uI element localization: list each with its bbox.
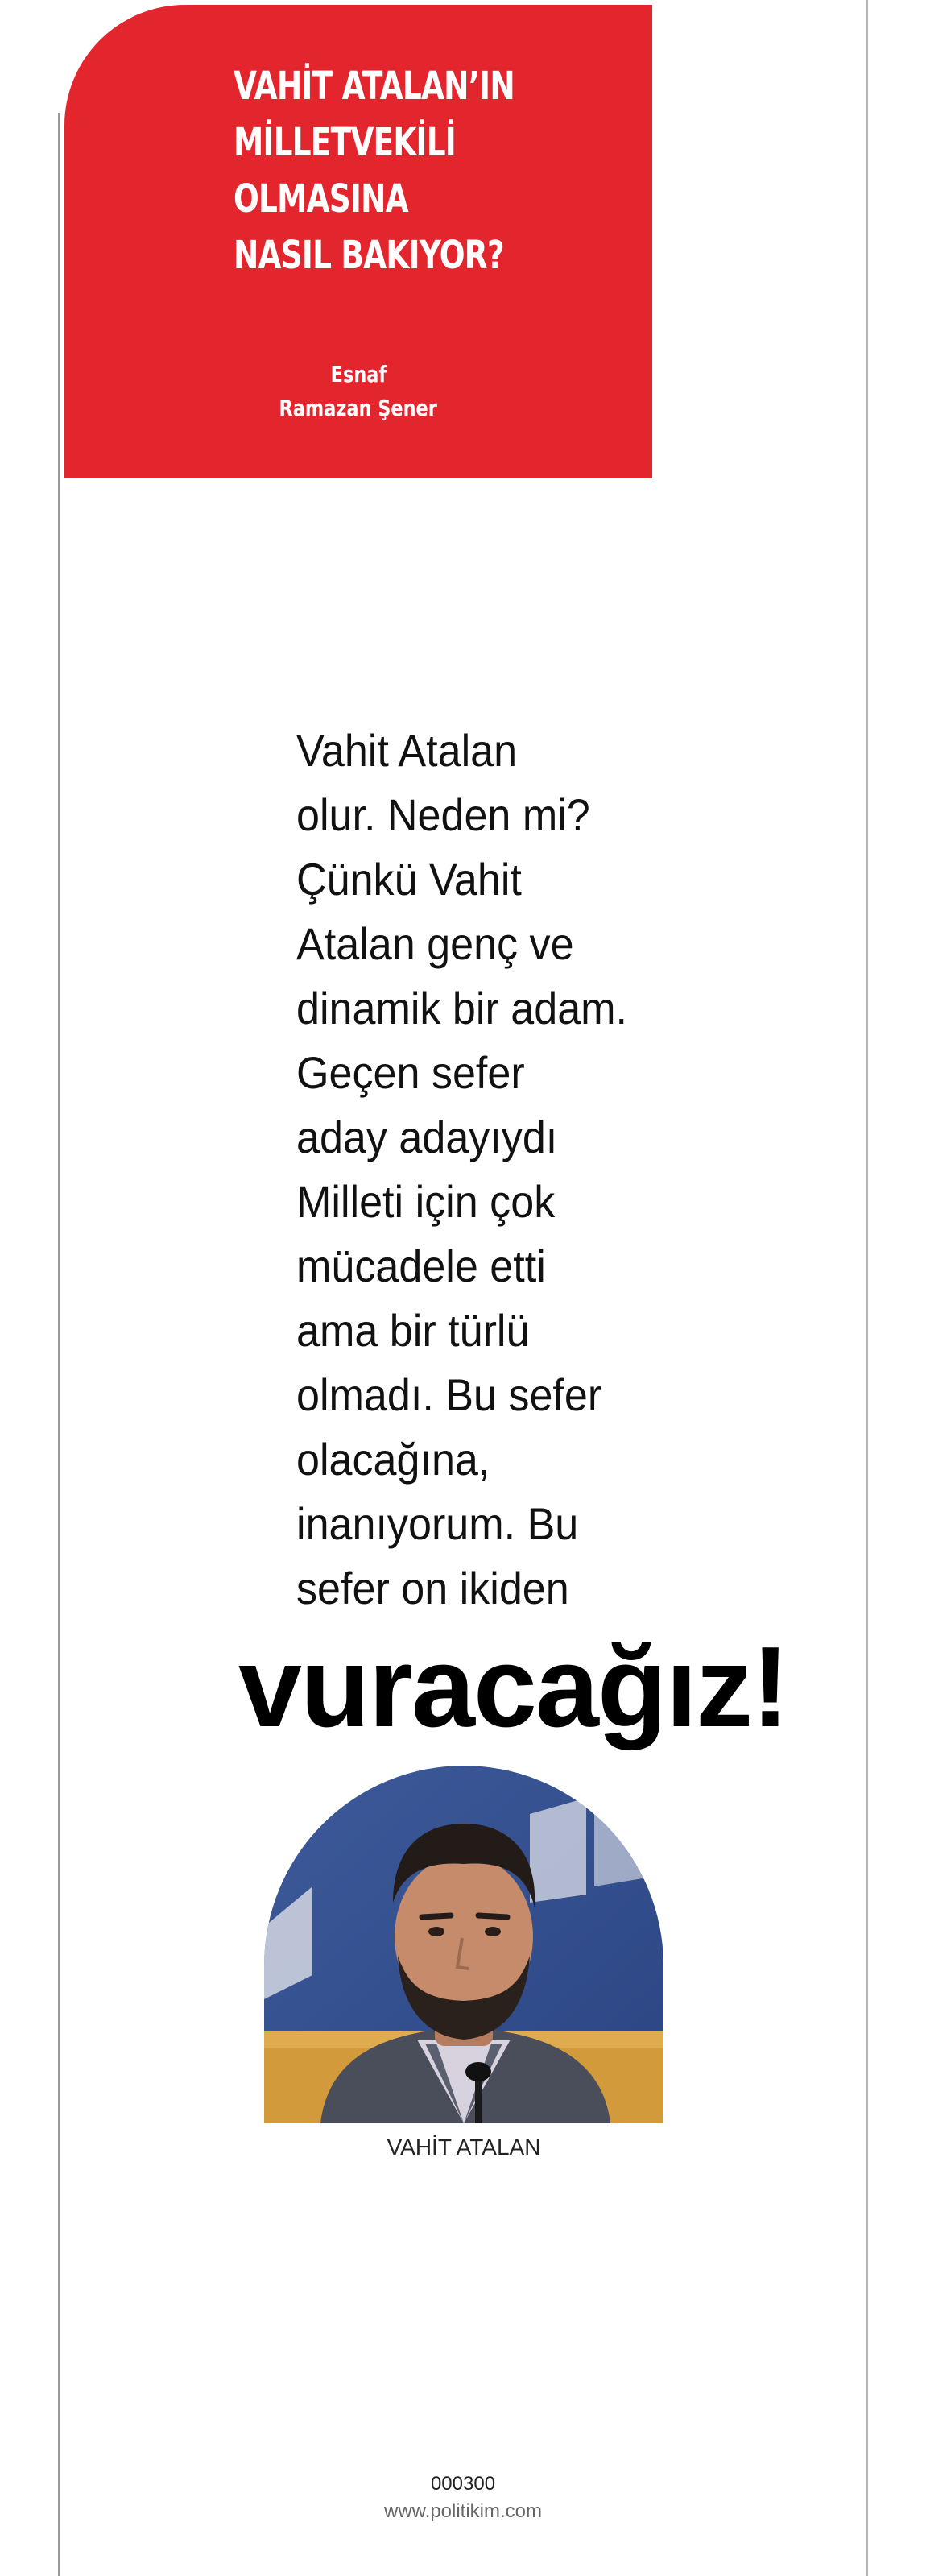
quote-line: Atalan genç ve (296, 918, 574, 969)
quote-emphasis: vuracağız! (238, 1623, 788, 1751)
footer-url: www.politikim.com (383, 2500, 543, 2522)
portrait-photo (264, 1766, 663, 2123)
left-margin-rule (58, 113, 60, 2576)
headline-line-1: VAHİT ATALAN’IN (234, 64, 515, 109)
portrait-illustration (264, 1766, 663, 2123)
quote-line: Milleti için çok (296, 1176, 556, 1227)
footer-code: 000300 (430, 2473, 496, 2495)
quote-line: aday adayıydı (296, 1112, 558, 1162)
quote-line: ama bir türlü (296, 1305, 530, 1356)
photo-caption: VAHİT ATALAN (387, 2135, 541, 2160)
quote-line: olmadı. Bu sefer (296, 1369, 602, 1420)
headline-line-3: OLMASINA (234, 176, 408, 222)
byline-role: Esnaf (330, 361, 387, 387)
quote-line: Geçen sefer (296, 1047, 525, 1098)
quote-line: olur. Neden mi? (296, 789, 590, 840)
headline-line-2: MİLLETVEKİLİ (234, 120, 456, 165)
quote-line: dinamik bir adam. (296, 983, 628, 1033)
quote-line: sefer on ikiden (296, 1563, 569, 1613)
quote-line: olacağına, (296, 1434, 490, 1485)
quote-text (296, 719, 683, 1621)
quote-line: inanıyorum. Bu (296, 1498, 579, 1549)
byline-name: Ramazan Şener (279, 395, 438, 421)
headline-panel (64, 5, 652, 478)
headline-line-4: NASIL BAKIYOR? (234, 233, 504, 278)
quote-line: mücadele etti (296, 1240, 546, 1291)
quote-line: Vahit Atalan (296, 725, 518, 776)
quote-line: Çünkü Vahit (296, 854, 522, 905)
right-margin-rule (866, 0, 868, 2576)
